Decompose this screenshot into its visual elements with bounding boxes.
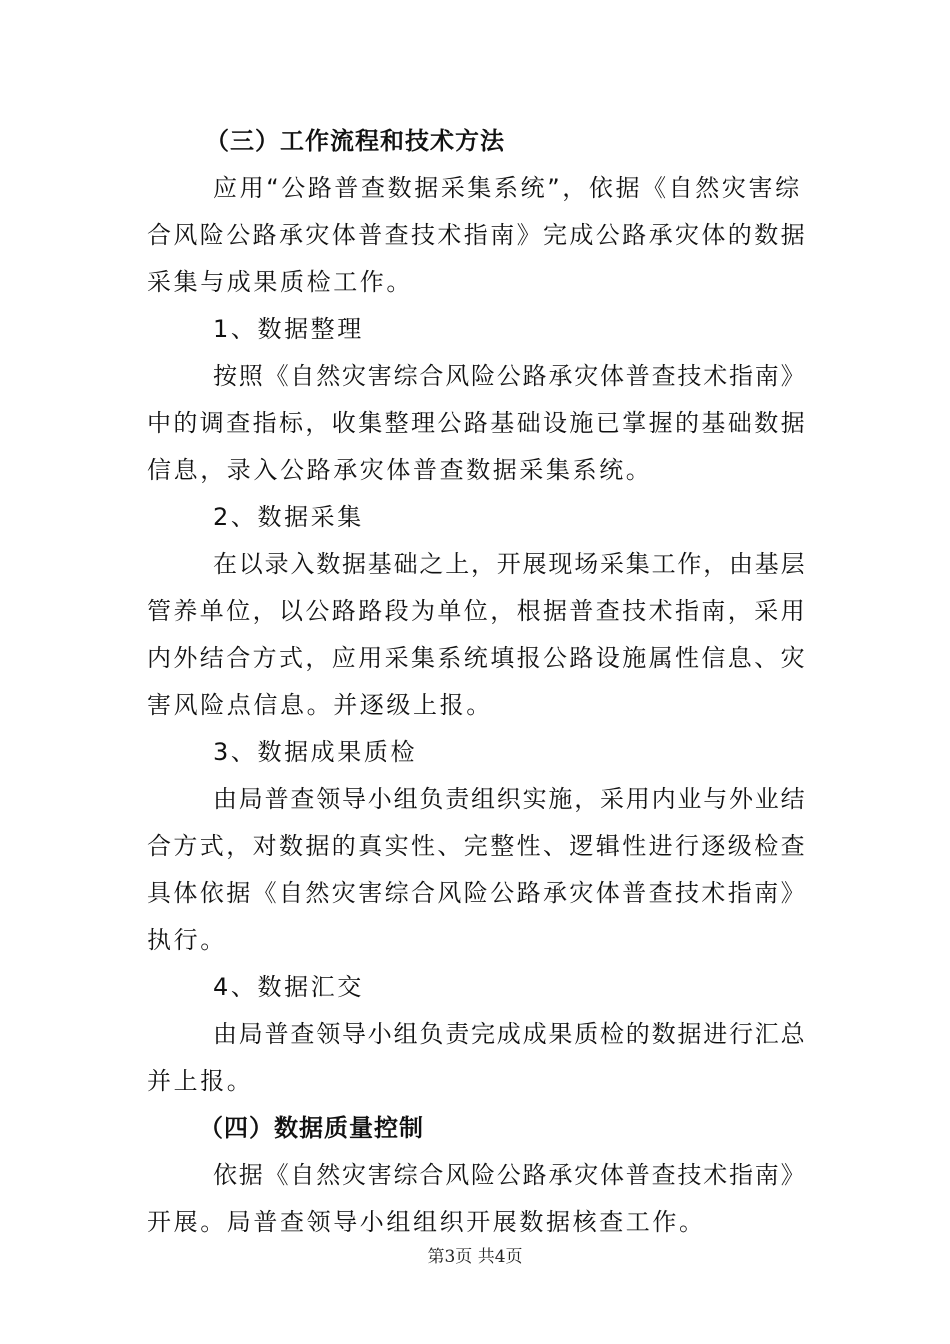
section-heading-3: （三）工作流程和技术方法 [205, 127, 505, 155]
paragraph-line: 信息，录入公路承灾体普查数据采集系统。 [147, 456, 653, 484]
paragraph-line: 开展。局普查领导小组组织开展数据核查工作。 [147, 1208, 706, 1236]
subheading-line: 4、数据汇交 [213, 973, 364, 1001]
document-body [147, 118, 807, 1246]
paragraph-line: 合方式，对数据的真实性、完整性、逻辑性进行逐级检查 [147, 832, 807, 860]
subheading-line: 1、数据整理 [213, 315, 364, 343]
paragraph-line: 内外结合方式，应用采集系统填报公路设施属性信息、灾 [147, 644, 807, 672]
paragraph-line: 具体依据《自然灾害综合风险公路承灾体普查技术指南》 [147, 879, 807, 907]
paragraph-line: 依据《自然灾害综合风险公路承灾体普查技术指南》 [213, 1161, 807, 1189]
paragraph-line: 由局普查领导小组负责组织实施，采用内业与外业结 [213, 785, 807, 813]
paragraph-line: 管养单位，以公路路段为单位，根据普查技术指南，采用 [147, 597, 807, 625]
paragraph-line: 由局普查领导小组负责完成成果质检的数据进行汇总 [213, 1020, 807, 1048]
paragraph-line: 中的调查指标，收集整理公路基础设施已掌握的基础数据 [147, 409, 807, 437]
paragraph-line: 并上报。 [147, 1067, 254, 1095]
paragraph-line: 合风险公路承灾体普查技术指南》完成公路承灾体的数据 [147, 221, 807, 249]
section-heading-4: （四）数据质量控制 [199, 1114, 424, 1142]
page-number-footer: 第3页 共4页 [427, 1247, 523, 1267]
paragraph-line: 按照《自然灾害综合风险公路承灾体普查技术指南》 [213, 362, 807, 390]
paragraph-line: 采集与成果质检工作。 [147, 268, 413, 296]
subheading-line: 3、数据成果质检 [213, 738, 418, 766]
paragraph-line: 害风险点信息。并逐级上报。 [147, 691, 493, 719]
paragraph-line: 执行。 [147, 926, 227, 954]
paragraph-line: 在以录入数据基础之上，开展现场采集工作，由基层 [213, 550, 807, 578]
paragraph-line: 应用“公路普查数据采集系统”，依据《自然灾害综 [213, 174, 802, 202]
subheading-line: 2、数据采集 [213, 503, 364, 531]
